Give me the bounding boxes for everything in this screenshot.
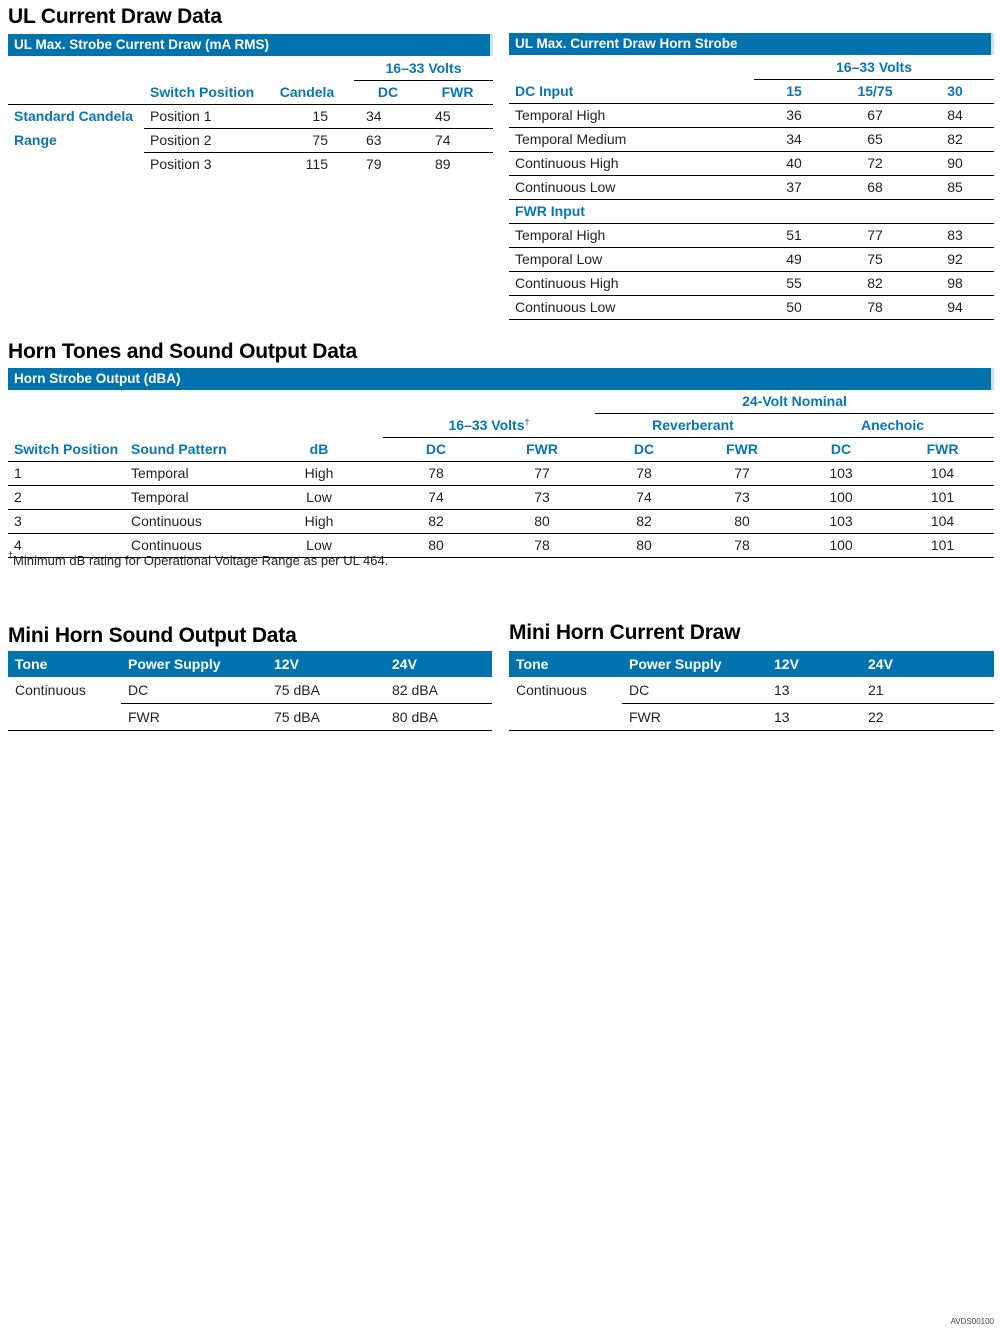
col-header: FWR	[489, 438, 595, 462]
table-cell: 78	[595, 462, 693, 486]
col-header: Tone	[516, 656, 549, 672]
table-cell: 13	[767, 677, 861, 704]
col-header: Switch Position	[8, 438, 125, 462]
table-cell: 78	[489, 534, 595, 558]
table-cell: 80	[595, 534, 693, 558]
col-header: FWR	[441, 84, 474, 100]
table-cell: 84	[916, 104, 994, 128]
table-cell: 4	[8, 534, 125, 558]
table-cell: Temporal Medium	[509, 128, 754, 152]
table-row	[8, 677, 492, 704]
table-cell: 85	[916, 176, 994, 200]
table-cell: Position 1	[144, 105, 260, 129]
table-cell: 80	[383, 534, 489, 558]
table-cell: Continuous	[15, 682, 86, 699]
table-cell: 103	[791, 510, 891, 534]
table-cell: 67	[834, 104, 916, 128]
row-group-label: Standard Candela	[8, 105, 144, 129]
table-cell: 75 dBA	[267, 704, 385, 731]
col-header: 24V	[392, 656, 417, 672]
table-cell: Temporal High	[509, 104, 754, 128]
table-header-row	[509, 651, 994, 677]
col-header: Switch Position	[150, 83, 255, 100]
table-row	[509, 677, 994, 704]
table-row	[509, 704, 994, 731]
strobe-current-draw-table	[8, 57, 493, 176]
table-row	[8, 153, 493, 177]
table-cell: Low	[255, 486, 383, 510]
table-cell: High	[255, 462, 383, 486]
table-cell: 50	[754, 296, 834, 320]
anechoic-header: Anechoic	[791, 414, 994, 438]
table-row	[509, 80, 994, 104]
table-cell: 74	[422, 129, 493, 153]
table-cell: FWR	[121, 704, 267, 731]
col-header: DC	[383, 438, 489, 462]
table-cell: 104	[891, 462, 994, 486]
table-cell: 89	[435, 156, 451, 172]
table-row	[509, 224, 994, 248]
reverberant-header: Reverberant	[595, 414, 791, 438]
table-cell: 72	[834, 152, 916, 176]
table-cell: 77	[489, 462, 595, 486]
table-cell: 80	[693, 510, 791, 534]
table-cell: Temporal High	[509, 224, 754, 248]
document-code: AVDS00100	[950, 1317, 994, 1326]
col-header: Power Supply	[629, 656, 722, 672]
table-row	[509, 128, 994, 152]
table-cell: 101	[891, 486, 994, 510]
table-cell: 51	[754, 224, 834, 248]
table-cell: 82	[383, 510, 489, 534]
col-header: 12V	[274, 656, 299, 672]
table-cell: 80 dBA	[385, 704, 492, 731]
col-header: FWR	[891, 438, 994, 462]
table-row	[8, 438, 994, 462]
col-header: Candela	[279, 83, 335, 100]
volts-group-header: 16–33 Volts†	[383, 414, 595, 438]
table-cell: 101	[891, 534, 994, 558]
table-header-row	[8, 651, 492, 677]
table-cell: 15	[260, 105, 354, 129]
table-row	[8, 414, 994, 438]
table-cell: 13	[767, 704, 861, 731]
table-cell: Continuous Low	[509, 296, 754, 320]
table-row	[8, 462, 994, 486]
table-cell: 100	[791, 486, 891, 510]
col-header: 24V	[868, 656, 893, 672]
col-header: DC	[791, 438, 891, 462]
table-cell: 103	[791, 462, 891, 486]
ul-current-draw-title: UL Current Draw Data	[8, 5, 222, 28]
table-cell: 21	[861, 677, 994, 704]
table-cell: 104	[891, 510, 994, 534]
horn-strobe-output-bar: Horn Strobe Output (dBA)	[8, 368, 994, 390]
col-header: DC	[595, 438, 693, 462]
table-cell: 74	[595, 486, 693, 510]
table-cell: 78	[834, 296, 916, 320]
table-cell: Continuous	[125, 534, 255, 558]
table-cell: 83	[916, 224, 994, 248]
table-row	[8, 390, 994, 414]
horn-strobe-output-table	[8, 390, 994, 558]
table-cell: 55	[754, 272, 834, 296]
table-row	[509, 104, 994, 128]
table-row	[8, 704, 492, 731]
table-cell: 82	[834, 272, 916, 296]
table-cell: 78	[693, 534, 791, 558]
strobe-current-draw-bar: UL Max. Strobe Current Draw (mA RMS)	[8, 34, 493, 56]
table-row	[509, 152, 994, 176]
table-cell: 75 dBA	[267, 677, 385, 704]
table-cell: 98	[916, 272, 994, 296]
volts-group-header: 16–33 Volts	[354, 57, 493, 81]
table-row	[8, 57, 493, 81]
nominal-group-header: 24-Volt Nominal	[595, 390, 994, 414]
table-cell: 94	[916, 296, 994, 320]
table-row	[8, 486, 994, 510]
col-header: 15	[754, 80, 834, 104]
table-cell: 82	[916, 128, 994, 152]
horn-tones-title: Horn Tones and Sound Output Data	[8, 340, 358, 363]
table-cell: Continuous Low	[509, 176, 754, 200]
table-cell: 1	[8, 462, 125, 486]
table-cell: DC	[121, 677, 267, 704]
table-row	[8, 129, 493, 153]
table-row	[509, 176, 994, 200]
table-row	[8, 510, 994, 534]
row-group-label: Range	[14, 132, 57, 148]
table-cell: Position 2	[144, 129, 260, 153]
dc-input-label: DC Input	[509, 80, 754, 104]
table-cell: 49	[754, 248, 834, 272]
table-cell: 77	[834, 224, 916, 248]
horn-strobe-current-draw-bar: UL Max. Current Draw Horn Strobe	[509, 33, 994, 55]
table-cell: 34	[754, 128, 834, 152]
table-cell: 74	[383, 486, 489, 510]
table-cell: 92	[916, 248, 994, 272]
table-row	[509, 200, 994, 224]
table-cell: Low	[255, 534, 383, 558]
table-row	[509, 296, 994, 320]
table-cell: 79	[366, 156, 382, 172]
table-cell: Continuous	[125, 510, 255, 534]
table-cell: 100	[791, 534, 891, 558]
table-cell: Temporal	[125, 486, 255, 510]
col-header: Sound Pattern	[125, 438, 255, 462]
table-cell: Continuous High	[509, 272, 754, 296]
mini-horn-current-table	[509, 651, 994, 731]
table-cell: 82 dBA	[385, 677, 492, 704]
volts-group-header: 16–33 Volts	[754, 56, 994, 80]
table-cell: FWR	[622, 704, 767, 731]
table-row	[8, 81, 493, 105]
table-row	[509, 248, 994, 272]
table-cell: 65	[834, 128, 916, 152]
horn-strobe-current-draw-table	[509, 56, 994, 320]
col-header: Tone	[15, 656, 48, 672]
table-row	[8, 105, 493, 129]
table-cell: 40	[754, 152, 834, 176]
col-header: dB	[255, 438, 383, 462]
col-header: DC	[377, 84, 399, 100]
table-cell: DC	[622, 677, 767, 704]
col-header: FWR	[693, 438, 791, 462]
table-cell: Temporal	[125, 462, 255, 486]
table-cell: 90	[916, 152, 994, 176]
mini-horn-sound-table	[8, 651, 492, 731]
col-header: 15/75	[834, 80, 916, 104]
table-row	[509, 56, 994, 80]
col-header: Power Supply	[128, 656, 221, 672]
table-cell: High	[255, 510, 383, 534]
footnote: †Minimum dB rating for Operational Voltage Range as per UL 464.	[8, 550, 389, 568]
table-cell: 77	[693, 462, 791, 486]
table-cell: 73	[693, 486, 791, 510]
table-cell: 45	[422, 105, 493, 129]
table-cell: 68	[834, 176, 916, 200]
mini-horn-current-title: Mini Horn Current Draw	[509, 621, 741, 644]
table-row	[509, 272, 994, 296]
fwr-input-label: FWR Input	[509, 200, 754, 224]
table-cell: 82	[595, 510, 693, 534]
table-cell: 78	[383, 462, 489, 486]
table-cell: 75	[260, 129, 354, 153]
table-cell: Continuous High	[509, 152, 754, 176]
table-cell: 75	[834, 248, 916, 272]
table-cell: 115	[305, 156, 328, 172]
col-header: 30	[916, 80, 994, 104]
mini-horn-sound-title: Mini Horn Sound Output Data	[8, 624, 297, 647]
table-cell: Temporal Low	[509, 248, 754, 272]
table-cell: 80	[489, 510, 595, 534]
col-header: 12V	[774, 656, 799, 672]
table-cell: 37	[754, 176, 834, 200]
table-cell: 22	[861, 704, 994, 731]
table-cell: 34	[354, 105, 422, 129]
table-cell: 2	[8, 486, 125, 510]
table-cell: 73	[489, 486, 595, 510]
table-cell: Continuous	[516, 682, 587, 699]
table-cell: 36	[754, 104, 834, 128]
table-cell: Position 3	[150, 156, 212, 172]
table-cell: 3	[8, 510, 125, 534]
table-cell: 63	[354, 129, 422, 153]
